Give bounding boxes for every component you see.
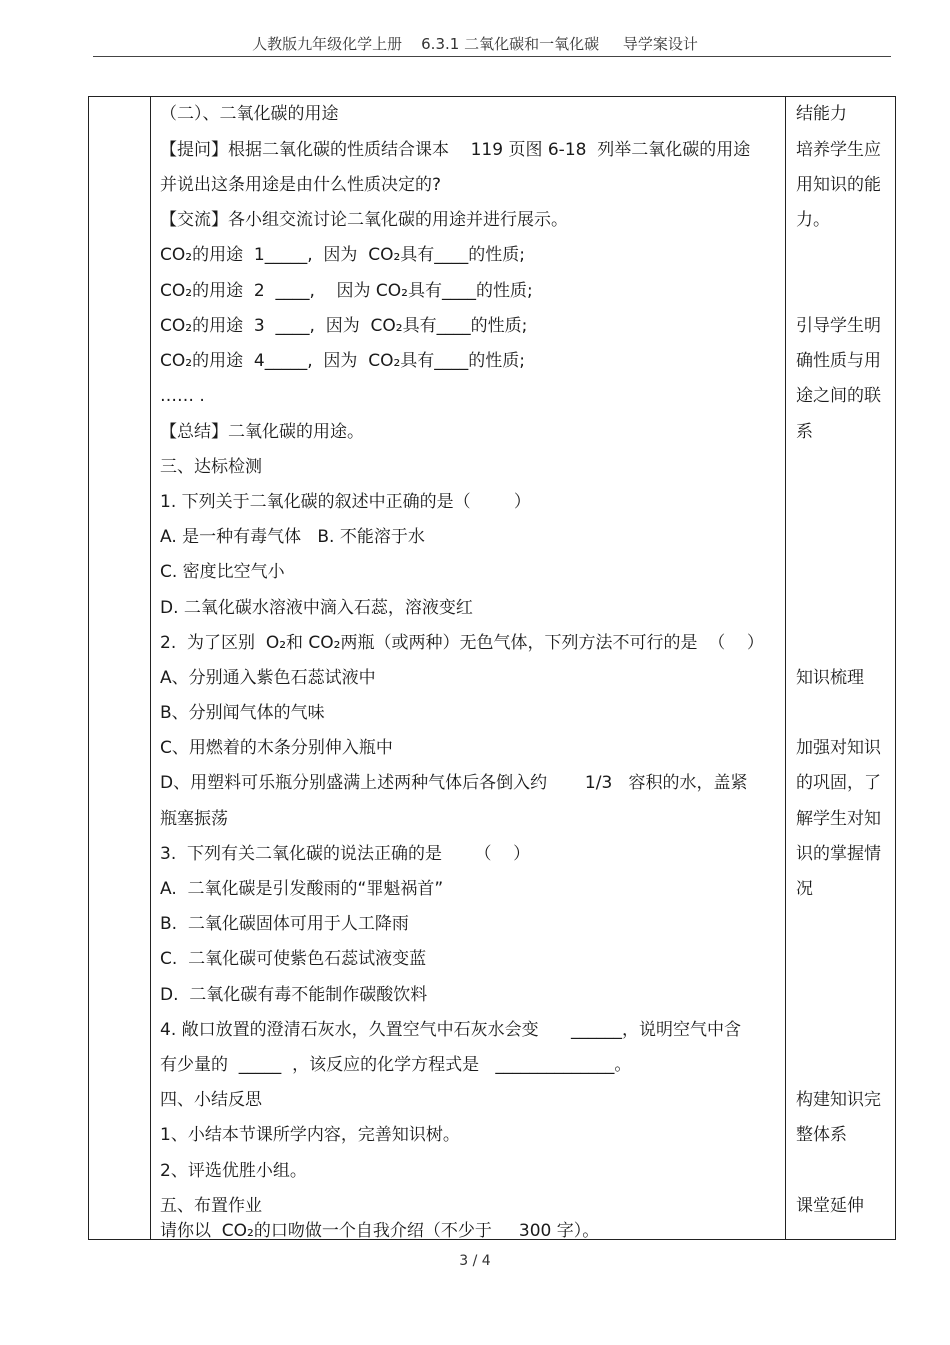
content-line: C. 密度比空气小 (160, 562, 285, 582)
note-line: 确性质与用 (796, 351, 881, 371)
content-line: A. 是一种有毒气体 B. 不能溶于水 (160, 527, 425, 547)
content-line: D、用塑料可乐瓶分别盛满上述两种气体后各倒入约 1/3 容积的水，盖紧 (160, 773, 748, 793)
content-line: 3. 下列有关二氧化碳的说法正确的是 （ ） (160, 844, 531, 864)
note-line: 识的掌握情 (796, 844, 881, 864)
content-line: B. 二氧化碳固体可用于人工降雨 (160, 914, 409, 934)
content-line: CO₂的用途 1_____, 因为 CO₂具有____的性质; (160, 245, 526, 265)
note-line: 构建知识完 (796, 1090, 881, 1110)
content-line: CO₂的用途 4_____, 因为 CO₂具有____的性质; (160, 351, 526, 371)
content-line: （二）、二氧化碳的用途 (160, 104, 339, 124)
note-line: 结能力 (796, 104, 847, 124)
note-line: 系 (796, 422, 813, 442)
note-line: 解学生对知 (796, 809, 881, 829)
page-number: 3 / 4 (459, 1253, 491, 1269)
content-line: …… . (160, 386, 205, 406)
content-line: CO₂的用途 2 ____, 因为 CO₂具有____的性质; (160, 281, 533, 301)
note-line: 整体系 (796, 1125, 847, 1145)
content-line: 1. 下列关于二氧化碳的叙述中正确的是（ ） (160, 492, 531, 512)
content-line: 4. 敞口放置的澄清石灰水，久置空气中石灰水会变 ______，说明空气中含 (160, 1020, 742, 1040)
content-line: 【提问】根据二氧化碳的性质结合课本 119 页图 6-18 列举二氧化碳的用途 (160, 140, 751, 160)
note-line: 用知识的能 (796, 175, 881, 195)
content-line: 请你以 CO₂的口吻做一个自我介绍（不少于 300 字）。 (160, 1221, 600, 1241)
content-line: 五、布置作业 (160, 1196, 262, 1216)
content-line: CO₂的用途 3 ____, 因为 CO₂具有____的性质; (160, 316, 528, 336)
content-line: 2、评选优胜小组。 (160, 1161, 307, 1181)
content-line: 并说出这条用途是由什么性质决定的? (160, 175, 442, 195)
content-line: 瓶塞振荡 (160, 809, 228, 829)
content-line: B、分别闻气体的气味 (160, 703, 325, 723)
content-line: D. 二氧化碳有毒不能制作碳酸饮料 (160, 985, 428, 1005)
content-line: 2. 为了区别 O₂和 CO₂两瓶（或两种）无色气体，下列方法不可行的是 （ ） (160, 633, 764, 653)
note-line: 课堂延伸 (796, 1196, 864, 1216)
note-line: 培养学生应 (796, 140, 881, 160)
header-rule (93, 56, 891, 57)
note-line: 况 (796, 879, 813, 899)
content-line: 有少量的 _____ ，该反应的化学方程式是 ______________。 (160, 1055, 632, 1075)
content-line: C、用燃着的木条分别伸入瓶中 (160, 738, 393, 758)
note-line: 的巩固，了 (796, 773, 881, 793)
note-line: 力。 (796, 210, 830, 230)
note-line: 知识梳理 (796, 668, 864, 688)
page-header: 人教版九年级化学上册 6.3.1 二氧化碳和一氧化碳 导学案设计 (252, 35, 698, 53)
content-line: 四、小结反思 (160, 1090, 262, 1110)
content-line: A. 二氧化碳是引发酸雨的“罪魁祸首” (160, 879, 444, 899)
table-divider-left (150, 96, 151, 1240)
content-line: A、分别通入紫色石蕊试液中 (160, 668, 376, 688)
table-divider-right (785, 96, 786, 1240)
content-line: 三、达标检测 (160, 457, 262, 477)
note-line: 加强对知识 (796, 738, 881, 758)
content-line: 1、小结本节课所学内容，完善知识树。 (160, 1125, 460, 1145)
content-line: 【交流】各小组交流讨论二氧化碳的用途并进行展示。 (160, 210, 568, 230)
note-line: 引导学生明 (796, 316, 881, 336)
content-line: 【总结】二氧化碳的用途。 (160, 422, 364, 442)
note-line: 途之间的联 (796, 386, 881, 406)
content-line: D. 二氧化碳水溶液中滴入石蕊，溶液变红 (160, 598, 473, 618)
content-line: C. 二氧化碳可使紫色石蕊试液变蓝 (160, 949, 427, 969)
